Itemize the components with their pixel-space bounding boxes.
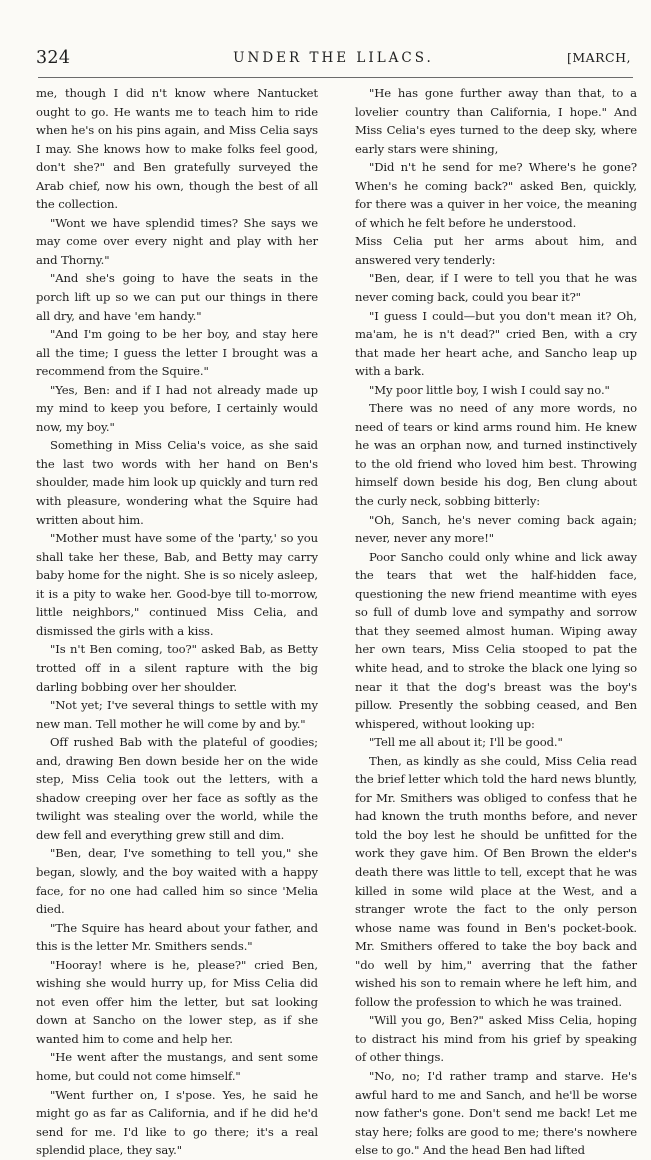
paragraph: "Mother must have some of the 'party,' so you shall take her these, Bab, and Betty may carry baby home for the night. She is so nicely asleep, it is a pity to wake her. Good-bye till to-morrow, little neighbors," continued Miss Celia, and dismissed the girls with a kiss. bbox=[36, 531, 318, 638]
paragraph: "Will you go, Ben?" asked Miss Celia, hoping to distract his mind from his grief by speaking of other things. bbox=[355, 1013, 637, 1065]
paragraph: "My poor little boy, I wish I could say no." bbox=[369, 382, 610, 397]
running-header bbox=[36, 46, 631, 70]
paragraph: "Yes, Ben: and if I had not already made up my mind to keep you before, I certainly would now, my boy." bbox=[36, 382, 318, 434]
right-column bbox=[355, 84, 637, 1160]
paragraph: "I guess I could—but you don't mean it? Oh, ma'am, he is n't dead?" cried Ben, with a cry that made her heart ache, and Sancho leap up with a bark. bbox=[355, 308, 637, 379]
left-column bbox=[36, 84, 318, 1160]
paragraph: Then, as kindly as she could, Miss Celia read the brief letter which told the hard news bluntly, for Mr. Smithers was obliged to confess that he had known the truth months before, and never told the boy lest he should be unfitted for the work they gave him. Of Ben Brown the elder's death there was little to tell, except that he was killed in some wild place at the West, and a stranger wrote the fact to the only person whose name was found in Ben's pocket-book. Mr. Smithers offered to take the boy back and "do well by him," averring that the father wished his son to remain where he left him, and follow the profession to which he was trained. bbox=[355, 753, 637, 1009]
paragraph: "He has gone further away than that, to a lovelier country than California, I hope." And Miss Celia's eyes turned to the deep sky, where early stars were shining, bbox=[355, 86, 637, 156]
page-number: 324 bbox=[36, 48, 71, 68]
running-title: UNDER THE LILACS. bbox=[233, 50, 434, 66]
paragraph: Off rushed Bab with the plateful of goodies; and, drawing Ben down beside her on the wide step, Miss Celia took out the letters, with a shadow creeping over her face as softly as the twilight was stealing over the world, while the dew fell and everything grew still and dim. bbox=[36, 735, 318, 842]
paragraph: "Is n't Ben coming, too?" asked Bab, as Betty trotted off in a silent rapture with the big darling bobbing over her shoulder. bbox=[36, 642, 318, 694]
paragraph: "Oh, Sanch, he's never coming back again; never, never any more!" bbox=[355, 512, 637, 546]
paragraph: Poor Sancho could only whine and lick away the tears that wet the half-hidden face, questioning the new friend meantime with eyes so full of dumb love and sympathy and sorrow that they seemed almost human. Wiping away her own tears, Miss Celia stooped to pat the white head, and to stroke the black one lying so near it that the dog's breast was the boy's pillow. Presently the sobbing ceased, and Ben whispered, without looking up: bbox=[355, 549, 637, 731]
paragraph: "He went after the mustangs, and sent some home, but could not come himself." bbox=[36, 1050, 318, 1083]
paragraph: There was no need of any more words, no need of tears or kind arms round him. He knew he was an orphan now, and turned instinctively to the old friend who loved him best. Throwing himself down beside his dog, Ben clung about the curly neck, sobbing bitterly: bbox=[355, 401, 637, 509]
paragraph: me, though I did n't know where Nantucket ought to go. He wants me to teach him to ride when he's on his pins again, and Miss Celia says I may. She knows how to make folks feel good, don't she?" and Ben gratefully surveyed the Arab chief, now his own, though the best of all the collection. bbox=[36, 86, 318, 212]
header-rule bbox=[38, 77, 633, 78]
paragraph: "And I'm going to be her boy, and stay here all the time; I guess the letter I brought was a recommend from the Squire." bbox=[36, 327, 318, 379]
paragraph: "Tell me all about it; I'll be good." bbox=[369, 735, 563, 750]
paragraph: "The Squire has heard about your father, and this is the letter Mr. Smithers sends." bbox=[36, 920, 318, 954]
paragraph: "Hooray! where is he, please?" cried Ben, wishing she would hurry up, for Miss Celia did not even offer him the letter, but sat looking down at Sancho on the lower step, as if she wanted him to come and help her. bbox=[36, 957, 318, 1046]
paragraph: Miss Celia put her arms about him, and answered very tenderly: bbox=[355, 234, 637, 267]
paragraph: "Ben, dear, if I were to tell you that he was never coming back, could you bear it?" bbox=[355, 271, 637, 305]
paragraph: "Went further on, I s'pose. Yes, he said he might go as far as California, and if he did he'd send for me. I'd like to go there; it's a real splendid place, they say." bbox=[36, 1087, 318, 1158]
paragraph: Something in Miss Celia's voice, as she said the last two words with her hand on Ben's shoulder, made him look up quickly and turn red with pleasure, wondering what the Squire had written about him. bbox=[36, 438, 318, 527]
paragraph: "Did n't he send for me? Where's he gone? When's he coming back?" asked Ben, quickly, for there was a quiver in her voice, the meaning of which he felt before he understood. bbox=[355, 160, 637, 230]
paragraph: "And she's going to have the seats in the porch lift up so we can put our things in there all dry, and have 'em handy." bbox=[36, 271, 318, 323]
paragraph: "Not yet; I've several things to settle with my new man. Tell mother he will come by and by." bbox=[36, 698, 318, 731]
issue-month: [MARCH, bbox=[566, 50, 631, 65]
paragraph: "No, no; I'd rather tramp and starve. He's awful hard to me and Sanch, and he'll be worse now father's gone. Don't send me back! Let me stay here; folks are good to me; there's nowhere else to go." And the head Ben had lifted bbox=[355, 1068, 637, 1158]
paragraph: "Ben, dear, I've something to tell you," she began, slowly, and the boy waited with a happy face, for no one had called him so since 'Melia died. bbox=[36, 846, 318, 917]
paragraph: "Wont we have splendid times? She says we may come over every night and play with her and Thorny." bbox=[36, 215, 318, 267]
